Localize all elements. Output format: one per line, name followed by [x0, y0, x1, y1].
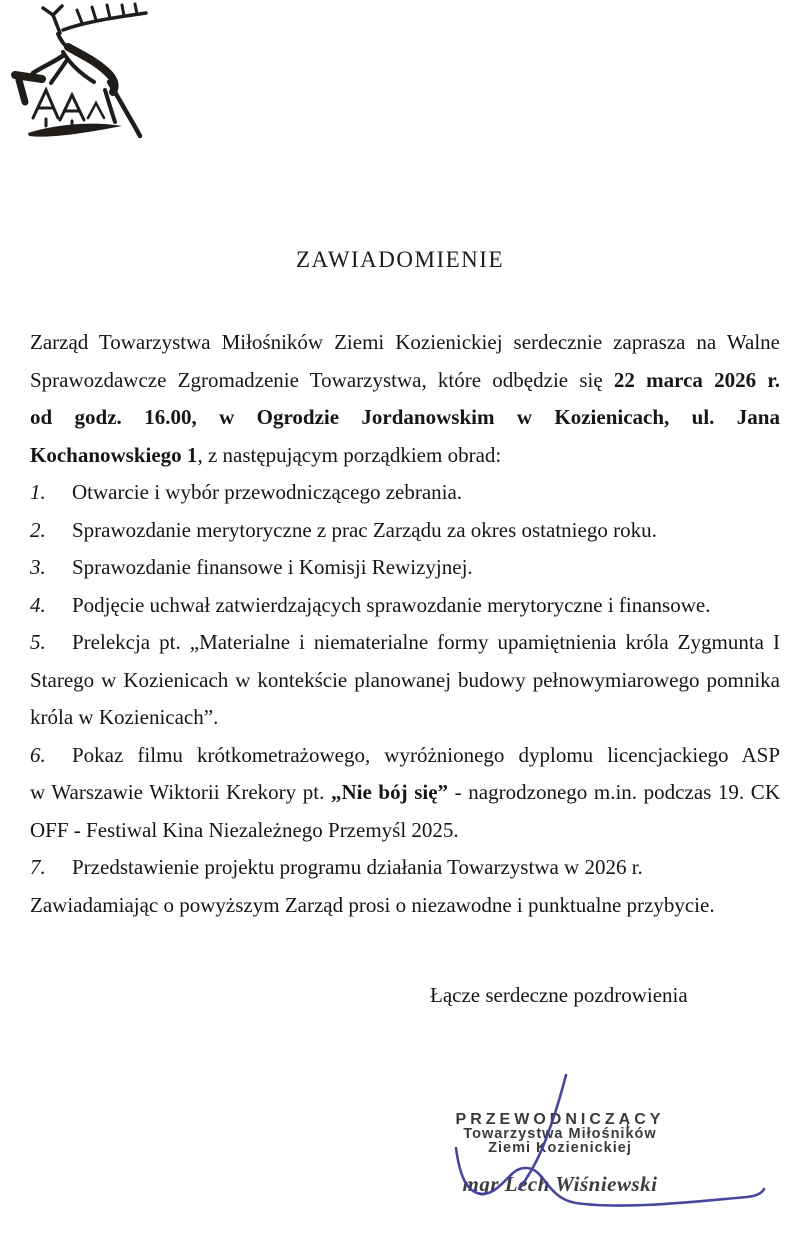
- body-line: [30, 324, 780, 362]
- text-segment: Sprawozdanie merytoryczne z prac Zarządu za okres ostatniego roku.: [72, 517, 657, 542]
- list-number: 6.: [30, 742, 46, 767]
- text-segment: Otwarcie i wybór przewodniczącego zebrania.: [72, 480, 463, 504]
- stamp-title: PRZEWODNICZĄCY: [455, 1111, 665, 1128]
- text-segment: - nagrodzonego m.in. podczas 19. CK: [448, 780, 780, 804]
- body-line: [30, 512, 780, 550]
- list-number: 1.: [30, 480, 46, 504]
- closing-salutation: Łącze serdeczne pozdrowienia: [430, 983, 688, 1007]
- stamp-signatory-name: mgr Lech Wiśniewski: [462, 1172, 658, 1196]
- body-line: [30, 774, 780, 812]
- text-segment: Sprawozdawcze Zgromadzenie Towarzystwa, które odbędzie się: [30, 367, 614, 392]
- body-line: [30, 362, 780, 400]
- stamp-org-line1: Towarzystwa Miłośników: [463, 1126, 657, 1142]
- body-text: [30, 324, 780, 924]
- list-number: 4.: [30, 592, 46, 617]
- list-number: 3.: [30, 555, 46, 579]
- text-segment: 22 marca 2026 r.: [613, 367, 781, 392]
- body-line: [30, 849, 780, 887]
- body-line: [30, 887, 780, 925]
- text-segment: Podjęcie uchwał zatwierdzających sprawozdanie merytoryczne i finansowe.: [72, 592, 711, 617]
- text-segment: Prelekcja pt. „Materialne i niematerialne formy upamiętnienia króla Zygmunta I: [72, 630, 780, 654]
- text-segment: króla w Kozienicach”.: [30, 705, 219, 729]
- stamp-org-line2: Ziemi Kozienickiej: [488, 1140, 632, 1156]
- text-segment: Przedstawienie projektu programu działania Towarzystwa w 2026 r.: [72, 855, 643, 879]
- body-line: [30, 437, 780, 475]
- list-number: 7.: [30, 855, 46, 879]
- body-line: [30, 587, 780, 625]
- text-segment: „Nie bój się”: [330, 780, 449, 804]
- text-segment: Kochanowskiego 1: [30, 442, 198, 467]
- body-line: [30, 737, 780, 775]
- body-line: [30, 812, 780, 850]
- text-segment: Pokaz filmu krótkometrażowego, wyróżnionego dyplomu licencjackiego ASP: [72, 742, 780, 767]
- body-line: [30, 699, 780, 737]
- body-line: [30, 662, 780, 700]
- text-segment: OFF - Festiwal Kina Niezależnego Przemyśl 2025.: [30, 817, 459, 842]
- text-segment: Sprawozdanie finansowe i Komisji Rewizyjnej.: [72, 555, 473, 579]
- text-segment: , z następującym porządkiem obrad:: [197, 442, 502, 467]
- text-segment: Starego w Kozienicach w kontekście planowanej budowy pełnowymiarowego pomnika: [30, 667, 780, 692]
- body-line: [30, 399, 780, 437]
- text-segment: od godz. 16.00, w Ogrodzie Jordanowskim w Kozienicach, ul. Jana: [30, 405, 780, 429]
- list-number: 2.: [30, 517, 46, 542]
- signature-stamp: [425, 1112, 695, 1197]
- body-line: [30, 549, 780, 587]
- text-segment: w Warszawie Wiktorii Krekory pt.: [30, 780, 331, 804]
- deer-stamp-logo-icon: [6, 2, 154, 142]
- text-segment: Zawiadamiając o powyższym Zarząd prosi o niezawodne i punktualne przybycie.: [30, 892, 715, 917]
- list-number: 5.: [30, 630, 46, 654]
- document-title: ZAWIADOMIENIE: [296, 247, 504, 272]
- body-line: [30, 474, 780, 512]
- body-line: [30, 624, 780, 662]
- text-segment: Zarząd Towarzystwa Miłośników Ziemi Kozienickiej serdecznie zaprasza na Walne: [30, 330, 780, 354]
